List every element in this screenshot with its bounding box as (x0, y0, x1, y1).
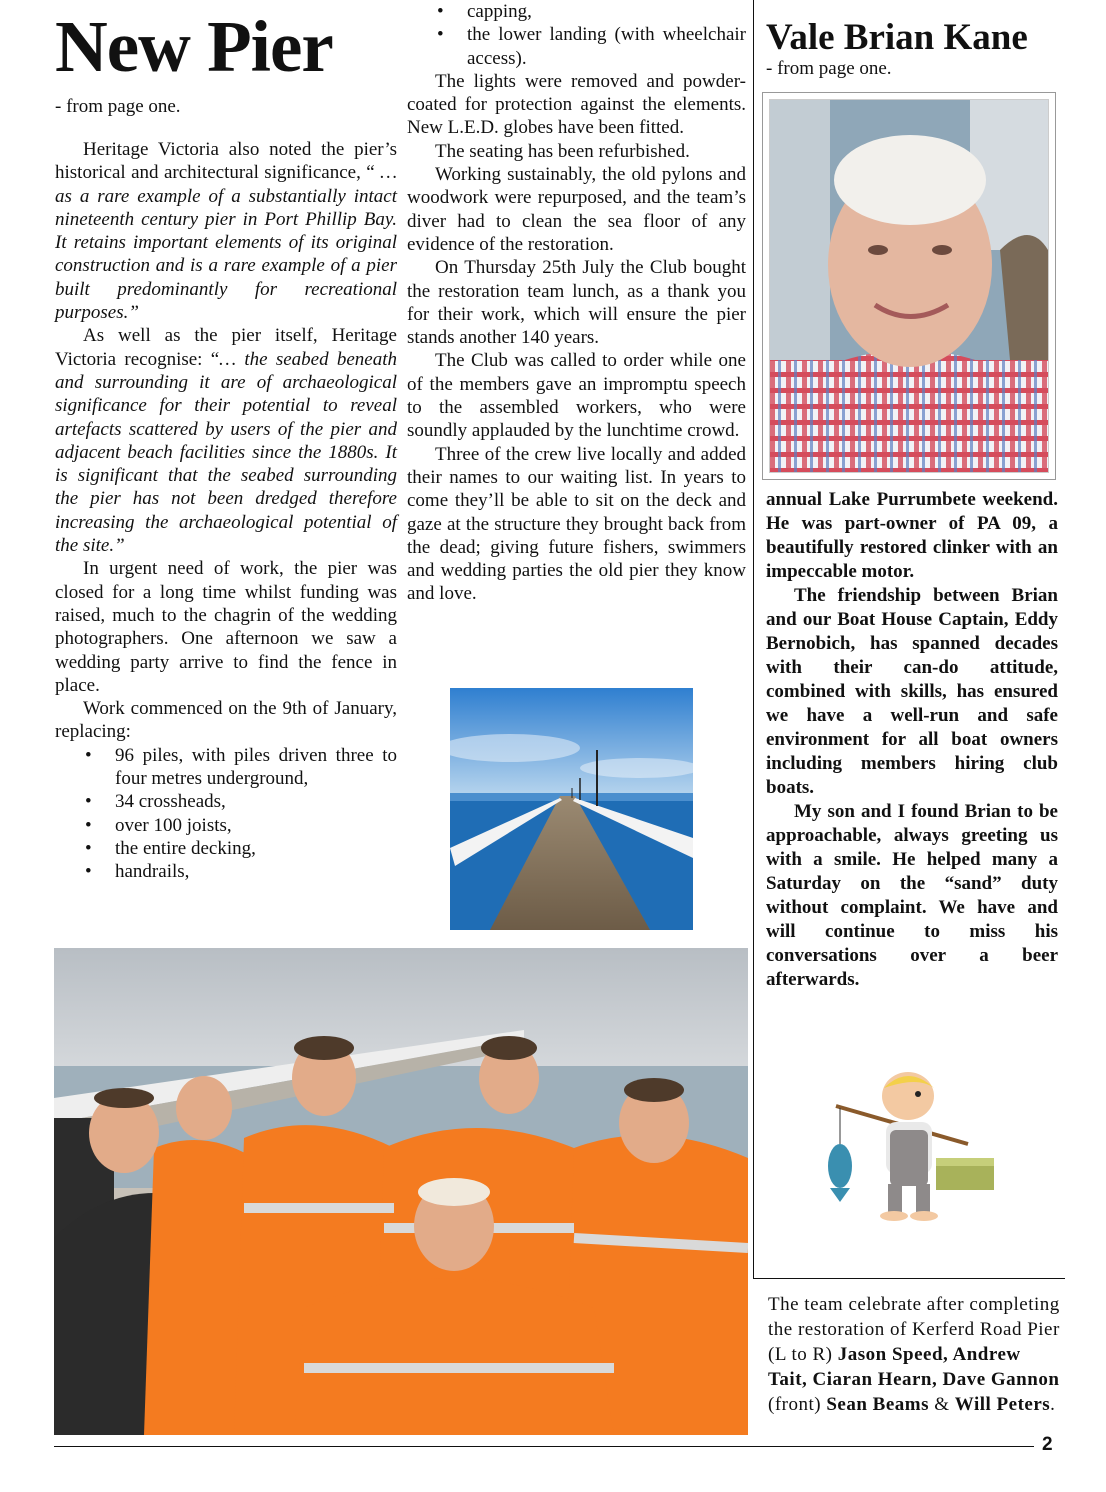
list-item: • 34 crossheads, (55, 790, 397, 813)
caption-rule (753, 1278, 1065, 1279)
paragraph: The lights were removed and powder-coated for protection against the elements. New L.E.D. globes have been fitted. (407, 70, 746, 139)
caption-names: Jason Speed, Andrew Tait, Ciaran Hearn, Dave Gannon (768, 1344, 1060, 1390)
column-divider (753, 0, 754, 1278)
list-item: • handrails, (55, 860, 397, 883)
caption-name: Will Peters (954, 1394, 1051, 1415)
article-title-vale: Vale Brian Kane (766, 17, 1028, 58)
paragraph (55, 324, 397, 557)
quote: … the seabed beneath and surrounding it are of archaeological significance for their potential to reveal artefacts scattered by users of the pier and adjacent beach facilities since the 1880s. It is significant that the seabed surrounding the pier has not been dredged therefore increasing the archaeological potential of the site.” (55, 348, 397, 557)
column-3 (766, 18, 1058, 80)
column-2 (407, 0, 746, 606)
paragraph: The friendship between Brian and our Boat House Captain, Eddy Bernobich, has spanned decades with their can-do attitude, combined with skills, has ensured we have a well-run and safe environment for all boat owners including members hiring club boats. (766, 585, 1058, 798)
paragraph: Work commenced on the 9th of January, replacing: (55, 698, 397, 743)
paragraph: The Club was called to order while one of the members gave an impromptu speech to the assembled workers, who were soundly applauded by the lunchtime crowd. (407, 350, 746, 442)
paragraph: My son and I found Brian to be approachable, always greeting us with a smile. He helped many a Saturday on the “sand” duty without complaint. We have and will continue to miss his conversations over a beer afterwards. (766, 801, 1058, 990)
paragraph: In urgent need of work, the pier was closed for a long time whilst funding was raised, much to the chagrin of the wedding photographers. One afternoon we saw a wedding party arrive to find the fence in place. (55, 558, 397, 696)
caption-end: . (1050, 1394, 1056, 1415)
paragraph: The seating has been refurbished. (435, 140, 690, 162)
fisherman-clipart (818, 1066, 1000, 1226)
list-item: • 96 piles, with piles driven three to four metres underground, (55, 744, 397, 791)
list-item: • capping, (407, 0, 746, 23)
list-item: • the entire decking, (55, 837, 397, 860)
text: Heritage Victoria also noted the pier’s historical and architectural significance, “ (55, 139, 397, 184)
column-1-body (55, 138, 397, 884)
paragraph: Three of the crew live locally and added their names to our waiting list. In years to come they’ll be able to sit on the deck and gaze at the structure they brought back from the dead; giving future fishers, swimmers and wedding parties the old pier they know and love. (407, 443, 746, 605)
replacement-list (55, 744, 397, 884)
article-title-new-pier: New Pier (55, 6, 333, 87)
caption-amp: & (929, 1394, 955, 1415)
team-photo (54, 948, 748, 1435)
photo-caption (768, 1292, 1060, 1417)
caption-lead: The team celebrate after completing the restoration of Kerferd Road Pier (L to R) (768, 1294, 1060, 1365)
column-3-body (766, 488, 1058, 992)
brian-kane-photo (762, 92, 1056, 480)
pier-photo (450, 688, 693, 930)
footer-rule (54, 1446, 1034, 1447)
list-item: • over 100 joists, (55, 814, 397, 837)
paragraph: On Thursday 25th July the Club bought the restoration team lunch, as a thank you for their work, which will ensure the pier stands another 140 years. (407, 257, 746, 349)
caption-name: Sean Beams (826, 1394, 929, 1415)
quote: … as a rare example of a substantially intact nineteenth century pier in Port Phillip Bay. It retains important elements of its original construction and is a rare example of a pier built predominantly for recreational purposes.” (55, 162, 397, 324)
paragraph (55, 138, 397, 324)
paragraph: Working sustainably, the old pylons and woodwork were repurposed, and the team’s diver had to clean the sea floor of any evidence of the restoration. (407, 164, 746, 255)
caption-front: (front) (768, 1394, 827, 1415)
byline-col1: - from page one. (55, 96, 181, 117)
page-number: 2 (1042, 1434, 1053, 1455)
text: As well as the pier itself, Heritage Victoria recognise: “ (55, 325, 397, 370)
paragraph: annual Lake Purrumbete weekend. He was part-owner of PA 09, a beautifully restored clinker with an impeccable motor. (766, 489, 1058, 582)
byline-col3: - from page one. (766, 58, 892, 79)
column-1 (55, 6, 397, 884)
replacement-list-cont (407, 0, 746, 70)
list-item: • the lower landing (with wheelchair access). (407, 23, 746, 70)
